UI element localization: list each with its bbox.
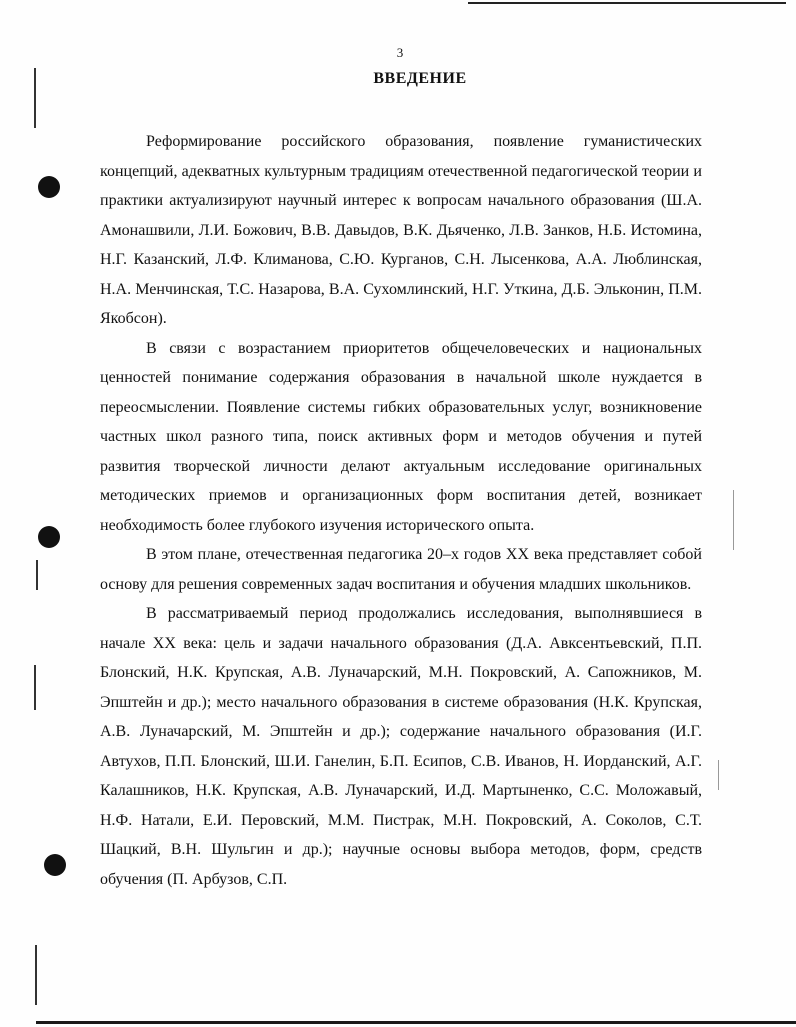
left-scan-edge [36,560,38,590]
left-scan-edge [35,945,37,1005]
left-scan-edge [34,68,36,128]
binder-hole-icon [38,176,60,198]
scan-speck [733,490,734,550]
binder-hole-icon [44,854,66,876]
bottom-scan-border [36,1021,796,1024]
left-scan-edge [34,665,36,710]
binder-hole-icon [38,526,60,548]
page-number: 3 [396,45,404,60]
scan-speck [718,760,719,790]
paragraph: В этом плане, отечественная педагогика 20–х годов XX века представляет собой основу для решения современных задач воспитания и обучения младших школьников. [100,546,702,593]
body-text [100,127,702,894]
paragraph: Реформирование российского образования, появление гуманистических концепций, адекватных культурным традициям отечественной педагогической теории и практики актуализируют научный интерес к вопросам начального образования (Ш.А. Амонашвили, Л.И. Божович, В.В. Давыдов, В.К. Дьяченко, Л.В. Занков, Н.Б. Истомина, Н.Г. Казанский, Л.Ф. Климанова, С.Ю. Курганов, С.Н. Лысенкова, А.А. Люблинская, Н.А. Менчинская, Т.С. Назарова, В.А. Сухомлинский, Н.Г. Уткина, Д.Б. Эльконин, П.М. Якобсон). [100,133,702,327]
paragraph: В рассматриваемый период продолжались исследования, выполнявшиеся в начале XX века: цель и задачи начального образования (Д.А. Авксентьевский, П.П. Блонский, Н.К. Крупская, А.В. Луначарский, М.Н. Покровский, А. Сапожников, М. Эпштейн и др.); место начального образования в системе образования (Н.К. Крупская, А.В. Луначарский, М. Эпштейн и др.); содержание начального образования (И.Г. Автухов, П.П. Блонский, Ш.И. Ганелин, Б.П. Есипов, С.В. Иванов, Н. Иорданский, А.Г. Калашников, Н.К. Крупская, А.В. Луначарский, И.Д. Мартыненко, С.С. Моложавый, Н.Ф. Натали, Е.И. Перовский, М.М. Пистрак, М.Н. Покровский, А. Соколов, С.Т. Шацкий, В.Н. Шульгин и др.); научные основы выбора методов, форм, средств обучения (П. Арбузов, С.П. [100,605,702,888]
page-title: ВВЕДЕНИЕ [373,70,467,87]
paragraph: В связи с возрастанием приоритетов общечеловеческих и национальных ценностей понимание содержания образования в начальной школе нуждается в переосмыслении. Появление системы гибких образовательных услуг, возникновение частных школ разного типа, поиск активных форм и методов обучения и путей развития творческой личности делают актуальным исследование оригинальных методических приемов и организационных форм воспитания детей, возникает необходимость более глубокого изучения исторического опыта. [100,339,702,534]
top-scan-border [468,2,786,4]
